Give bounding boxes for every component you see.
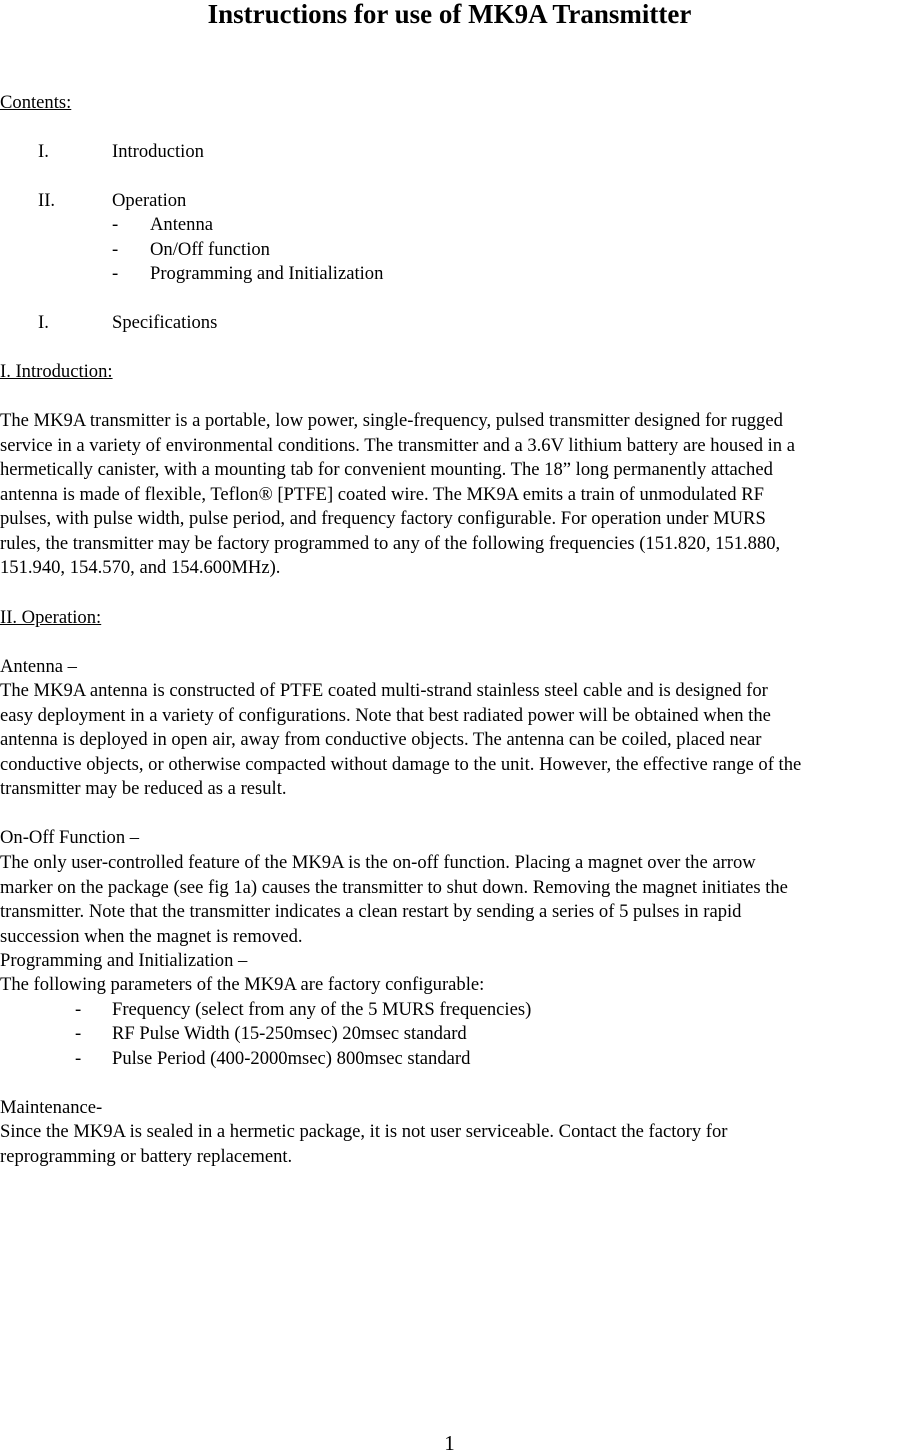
bullet-dash: - [75, 1048, 82, 1069]
page-number: 1 [444, 1431, 455, 1455]
paragraph-line: marker on the package (see fig 1a) causes the transmitter to shut down. Removing the magnet initiates the [0, 876, 788, 898]
antenna-paragraph [0, 679, 899, 802]
paragraph-line: transmitter may be reduced as a result. [0, 778, 287, 799]
paragraph-line: easy deployment in a variety of configurations. Note that best radiated power will be obtained when the [0, 704, 771, 726]
maintenance-heading: Maintenance- [0, 1097, 103, 1118]
operation-heading: II. Operation: [0, 607, 102, 628]
bullet-dash: - [112, 263, 119, 284]
contents-heading: Contents: [0, 92, 72, 113]
toc-item-label: Operation [112, 190, 187, 211]
toc-item-label: Specifications [112, 312, 218, 333]
paragraph-line: Since the MK9A is sealed in a hermetic package, it is not user serviceable. Contact the factory for [0, 1121, 728, 1142]
antenna-heading: Antenna – [0, 656, 77, 677]
paragraph-line: The MK9A antenna is constructed of PTFE coated multi-strand stainless steel cable and is designed for [0, 680, 768, 701]
programming-heading: Programming and Initialization – [0, 950, 248, 971]
onoff-heading: On-Off Function – [0, 827, 140, 848]
introduction-heading: I. Introduction: [0, 361, 113, 382]
paragraph-line: The MK9A transmitter is a portable, low power, single-frequency, pulsed transmitter designed for rugged [0, 410, 783, 431]
toc-subitem-label: Programming and Initialization [150, 263, 384, 284]
bullet-dash: - [112, 214, 119, 235]
param-label: Frequency (select from any of the 5 MURS frequencies) [112, 999, 532, 1020]
toc-subitem-label: On/Off function [150, 239, 270, 260]
paragraph-line: 151.940, 154.570, and 154.600MHz). [0, 557, 281, 578]
bullet-dash: - [112, 239, 119, 260]
param-label: Pulse Period (400-2000msec) 800msec standard [112, 1048, 471, 1069]
toc-item-number: II. [38, 190, 56, 211]
paragraph-line: pulses, with pulse width, pulse period, and frequency factory configurable. For operation under MURS [0, 508, 766, 529]
paragraph-line: rules, the transmitter may be factory programmed to any of the following frequencies (151.820, 151.880, [0, 532, 781, 554]
paragraph-line: conductive objects, or otherwise compacted without damage to the unit. However, the effective range of the [0, 753, 802, 775]
document-title: Instructions for use of MK9A Transmitter [207, 0, 692, 29]
paragraph-line: service in a variety of environmental conditions. The transmitter and a 3.6V lithium battery are housed in a [0, 434, 796, 456]
paragraph-line: antenna is made of flexible, Teflon® [PTFE] coated wire. The MK9A emits a train of unmodulated RF [0, 483, 764, 505]
paragraph-line: reprogramming or battery replacement. [0, 1145, 293, 1167]
param-label: RF Pulse Width (15-250msec) 20msec standard [112, 1023, 467, 1044]
onoff-paragraph [0, 851, 899, 949]
toc-subitem-label: Antenna [150, 214, 213, 235]
paragraph-line: hermetically canister, with a mounting tab for convenient mounting. The 18” long permanently attached [0, 459, 773, 480]
paragraph-line: transmitter. Note that the transmitter indicates a clean restart by sending a series of 5 pulses in rapid [0, 901, 742, 922]
bullet-dash: - [75, 1023, 82, 1044]
paragraph-line: The only user-controlled feature of the MK9A is the on-off function. Placing a magnet over the arrow [0, 852, 756, 873]
programming-intro: The following parameters of the MK9A are factory configurable: [0, 974, 485, 995]
toc-item-number: I. [38, 141, 49, 162]
paragraph-line: antenna is deployed in open air, away from conductive objects. The antenna can be coiled, placed near [0, 729, 762, 750]
bullet-dash: - [75, 999, 82, 1020]
toc-item-number: I. [38, 312, 49, 333]
maintenance-paragraph [0, 1120, 899, 1169]
toc-item-label: Introduction [112, 141, 204, 162]
introduction-paragraph [0, 409, 899, 581]
paragraph-line: succession when the magnet is removed. [0, 925, 303, 947]
